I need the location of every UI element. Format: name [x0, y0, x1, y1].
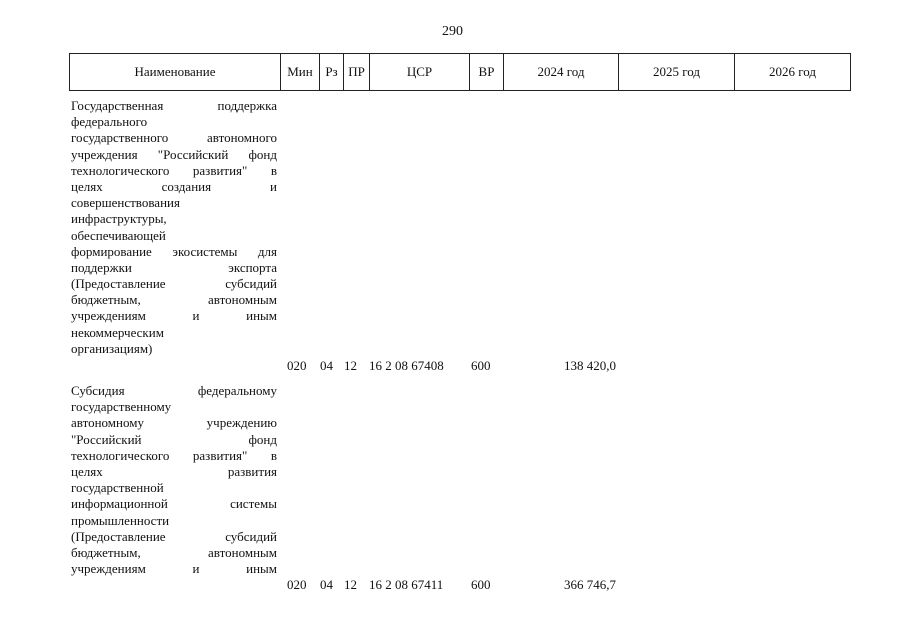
- header-2025: 2025 год: [619, 54, 735, 91]
- header-name: Наименование: [70, 54, 281, 91]
- row-name-line: некоммерческим: [71, 324, 164, 340]
- row-name-line: (Предоставление субсидий: [71, 276, 277, 292]
- row-name-line: автономному учреждению: [71, 415, 277, 431]
- row-name-line: промышленности: [71, 512, 170, 528]
- row-name-line: целях развития: [71, 463, 277, 479]
- row-2024: 138 420,0: [564, 358, 616, 373]
- header-vr: ВР: [470, 54, 504, 91]
- header-csr: ЦСР: [370, 54, 470, 91]
- row-name-line: инфраструктуры,: [71, 211, 167, 227]
- row-name-line: совершенствования: [71, 195, 180, 211]
- header-2024: 2024 год: [504, 54, 619, 91]
- row-name-line: организациям): [71, 340, 153, 356]
- row-name-line: бюджетным, автономным: [71, 544, 277, 560]
- row-min: 020: [287, 358, 307, 373]
- row-vr: 600: [471, 577, 491, 592]
- row-name-line: Государственная поддержка: [71, 98, 277, 113]
- row-csr: 16 2 08 67408: [369, 358, 444, 373]
- row-name-line: обеспечивающей: [71, 227, 166, 243]
- row-name-line: (Предоставление субсидий: [71, 528, 277, 544]
- page-number: 290: [442, 24, 463, 39]
- row-name-line: целях создания и: [71, 178, 277, 194]
- row-name-line: учреждения "Российский фонд: [71, 146, 277, 162]
- row-name-line: учреждениям и иным: [71, 308, 277, 324]
- row-name-line: поддержки экспорта: [71, 259, 277, 275]
- row-min: 020: [287, 577, 307, 592]
- row-name-line: учреждениям и иным: [71, 561, 277, 577]
- row-name: [71, 383, 277, 577]
- header-2026: 2026 год: [735, 54, 851, 91]
- row-name-line: формирование экосистемы для: [71, 243, 277, 259]
- row-2024: 366 746,7: [564, 577, 616, 592]
- row-name: [71, 98, 277, 357]
- budget-table-header: [69, 53, 851, 91]
- row-name-line: "Российский фонд: [71, 431, 277, 447]
- row-pr: 12: [344, 577, 357, 592]
- row-rz: 04: [320, 577, 333, 592]
- header-rz: Рз: [320, 54, 344, 91]
- header-min: Мин: [281, 54, 320, 91]
- row-name-line: бюджетным, автономным: [71, 292, 277, 308]
- row-name-line: государственному: [71, 399, 172, 415]
- row-name-line: государственной: [71, 480, 164, 496]
- row-name-line: Субсидия федеральному: [71, 383, 277, 398]
- row-name-line: технологического развития" в: [71, 447, 277, 463]
- row-pr: 12: [344, 358, 357, 373]
- row-name-line: федерального: [71, 114, 148, 130]
- row-rz: 04: [320, 358, 333, 373]
- row-vr: 600: [471, 358, 491, 373]
- row-csr: 16 2 08 67411: [369, 577, 444, 592]
- header-pr: ПР: [344, 54, 370, 91]
- row-name-line: информационной системы: [71, 496, 277, 512]
- row-name-line: государственного автономного: [71, 130, 277, 146]
- row-name-line: технологического развития" в: [71, 162, 277, 178]
